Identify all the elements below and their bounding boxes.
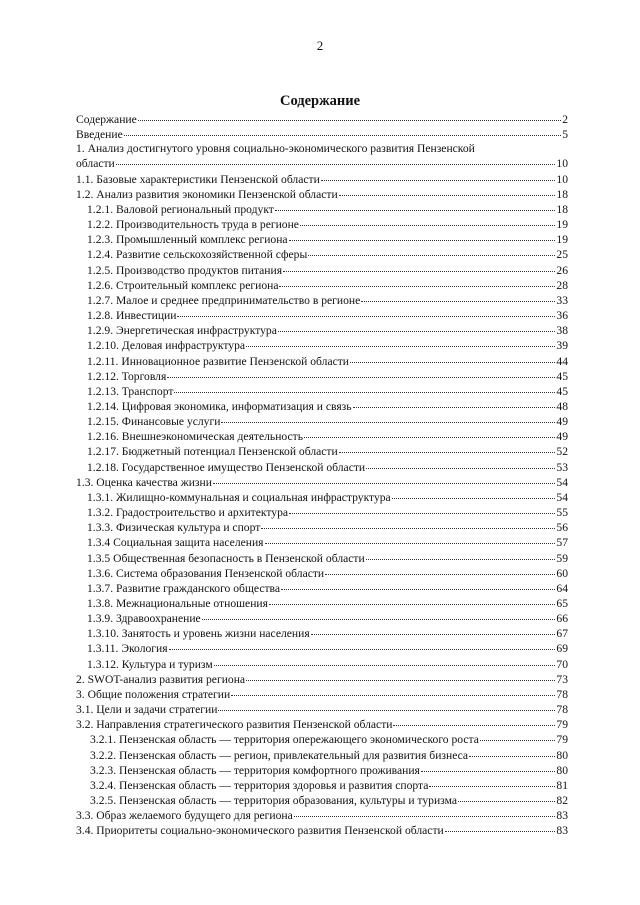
toc-entry-page: 25 — [556, 248, 568, 262]
toc-entry-text: 1.2.8. Инвестиции — [87, 309, 177, 323]
toc-entry[interactable] — [76, 520, 568, 535]
toc-entry-page: 64 — [556, 581, 568, 595]
dot-leader — [169, 641, 556, 650]
dot-leader — [138, 112, 561, 121]
toc-entry-page: 36 — [556, 309, 568, 323]
toc-entry-text: 1.3.4 Социальная защита населения — [87, 536, 264, 550]
dot-leader — [283, 263, 555, 272]
toc-entry[interactable] — [76, 112, 568, 127]
toc-entry[interactable] — [76, 399, 568, 414]
toc-entry-page: 69 — [556, 642, 568, 656]
toc-entry[interactable] — [76, 732, 568, 747]
dot-leader — [366, 460, 555, 469]
toc-entry[interactable] — [76, 641, 568, 656]
toc-entry[interactable] — [76, 338, 568, 353]
toc-entry-text: Введение — [76, 128, 123, 142]
toc-entry-page: 54 — [556, 490, 568, 504]
dot-leader — [304, 429, 555, 438]
toc-entry-text: 3. Общие положения стратегии — [76, 687, 231, 701]
toc-entry[interactable] — [76, 369, 568, 384]
toc-entry[interactable] — [76, 323, 568, 338]
toc-entry[interactable] — [76, 475, 568, 490]
toc-entry-page: 2 — [562, 113, 568, 126]
dot-leader — [392, 490, 556, 499]
toc-entry-text: 1.1. Базовые характеристики Пензенской области — [76, 172, 320, 186]
toc-entry-text: области — [76, 157, 115, 171]
dot-leader — [445, 823, 556, 832]
dot-leader — [246, 672, 555, 681]
dot-leader — [480, 732, 556, 741]
dot-leader — [275, 202, 556, 211]
toc-entry-page: 70 — [556, 657, 568, 671]
toc-entry-page: 19 — [556, 218, 568, 232]
toc-entry-text: 1.3.8. Межнациональные отношения — [87, 597, 268, 610]
toc-entry[interactable] — [76, 808, 568, 823]
dot-leader — [167, 369, 555, 378]
toc-entry-page: 18 — [556, 202, 568, 216]
toc-entry-page: 67 — [556, 627, 568, 641]
toc-entry-text: 1.2.4. Развитие сельскохозяйственной сферы — [87, 248, 308, 262]
toc-entry-text: 1.2.17. Бюджетный потенциал Пензенской области — [87, 445, 338, 459]
toc-entry-page: 10 — [556, 172, 568, 186]
dot-leader — [214, 657, 556, 666]
toc-entry-text: 3.2.1. Пензенская область — территория опережающего экономического роста — [90, 733, 479, 747]
toc-entry-page: 83 — [556, 824, 568, 838]
dot-leader — [325, 566, 555, 575]
toc-entry-text: 3.2.2. Пензенская область — регион, привлекательный для развития бизнеса — [90, 748, 469, 762]
toc-entry[interactable] — [76, 444, 568, 459]
toc-entry-page: 79 — [556, 718, 568, 732]
toc-entry[interactable] — [76, 278, 568, 293]
toc-entry-text: 3.1. Цели и задачи стратегии — [76, 703, 218, 717]
toc-entry-page: 26 — [556, 263, 568, 277]
toc-entry[interactable] — [76, 172, 568, 187]
toc-entry-text: 1.2.7. Малое и среднее предпринимательство в регионе — [87, 293, 361, 307]
toc-entry-page: 82 — [556, 794, 568, 808]
toc-entry[interactable] — [76, 672, 568, 687]
dot-leader — [458, 793, 555, 802]
toc-entry-text: 1.2.14. Цифровая экономика, информатизация и связь — [87, 399, 352, 413]
toc-entry[interactable] — [76, 748, 568, 763]
toc-entry-page: 19 — [556, 233, 568, 247]
toc-entry-text: 1.3.10. Занятость и уровень жизни населения — [87, 627, 310, 641]
toc-entry[interactable] — [76, 566, 568, 581]
toc-entry[interactable] — [76, 414, 568, 429]
toc-entry[interactable] — [76, 384, 568, 399]
toc-entry-text: 1.2.13. Транспорт — [87, 384, 174, 398]
toc-entry[interactable] — [76, 490, 568, 505]
toc-entry-text: 2. SWOT-анализ развития региона — [76, 672, 246, 686]
toc-entry[interactable] — [76, 232, 568, 247]
toc-entry-page: 10 — [556, 157, 568, 171]
toc-entry[interactable] — [76, 127, 568, 142]
toc-entry-page: 66 — [556, 612, 568, 626]
toc-entry-page: 5 — [562, 128, 568, 142]
toc-entry-text: 1.3.2. Градостроительство и архитектура — [87, 506, 289, 520]
toc-entry[interactable] — [76, 460, 568, 475]
toc-entry-page: 56 — [556, 521, 568, 535]
dot-leader — [213, 475, 556, 484]
toc-entry-page: 45 — [556, 384, 568, 398]
toc-entry-page: 81 — [556, 778, 568, 792]
toc-entry[interactable] — [76, 717, 568, 732]
dot-leader — [218, 702, 555, 711]
dot-leader — [281, 581, 555, 590]
dot-leader — [339, 187, 556, 196]
toc-entry-text: 1.3.7. Развитие гражданского общества — [87, 581, 280, 595]
dot-leader — [246, 338, 555, 347]
toc-entry[interactable] — [76, 293, 568, 308]
toc-entry-text: 1.2.12. Торговля — [87, 369, 167, 383]
toc-entry-page: 48 — [556, 399, 568, 413]
toc-entry[interactable] — [76, 778, 568, 793]
toc-entry-text: 3.2. Направления стратегического развития Пензенской области — [76, 718, 393, 732]
toc-entry[interactable] — [76, 626, 568, 641]
toc-entry-text: 1.2. Анализ развития экономики Пензенской области — [76, 187, 338, 201]
toc-entry-page: 78 — [556, 687, 568, 701]
toc-entry[interactable] — [76, 702, 568, 717]
dot-leader — [174, 384, 555, 393]
dot-leader — [116, 156, 556, 165]
toc-entry[interactable] — [76, 187, 568, 202]
toc-entry-text: 3.4. Приоритеты социально-экономического развития Пензенской области — [76, 824, 444, 838]
dot-leader — [269, 596, 555, 605]
toc-entry-text: 1.2.18. Государственное имущество Пензенской области — [87, 460, 366, 474]
dot-leader — [177, 308, 555, 317]
toc-entry[interactable] — [76, 429, 568, 444]
dot-leader — [202, 611, 556, 620]
dot-leader — [469, 748, 555, 757]
toc-entry-continuation[interactable] — [76, 156, 568, 171]
toc-entry-text: 1.3.5 Общественная безопасность в Пензенской области — [87, 551, 365, 565]
toc-entry[interactable] — [76, 581, 568, 596]
toc-entry-text: 1.2.9. Энергетическая инфраструктура — [87, 324, 277, 338]
dot-leader — [353, 399, 556, 408]
toc-entry-page: 52 — [556, 445, 568, 459]
toc-entry-page: 79 — [556, 733, 568, 747]
toc-entry[interactable] — [76, 308, 568, 323]
toc-entry[interactable] — [76, 354, 568, 369]
dot-leader — [321, 172, 556, 181]
dot-leader — [300, 217, 555, 226]
toc-entry-page: 33 — [556, 293, 568, 307]
toc-entry-page: 80 — [556, 748, 568, 762]
dot-leader — [278, 323, 556, 332]
toc-entry-text: 1.2.5. Производство продуктов питания — [87, 263, 283, 277]
toc-entry-page: 80 — [556, 763, 568, 777]
toc-entry-text: 1.2.15. Финансовые услуги — [87, 415, 221, 429]
toc-entry-page: 65 — [556, 597, 568, 610]
toc-list — [76, 112, 568, 839]
dot-leader — [289, 505, 555, 514]
toc-entry-page: 28 — [556, 278, 568, 292]
toc-entry-text: 1.2.2. Производительность труда в регионе — [87, 218, 299, 232]
dot-leader — [361, 293, 555, 302]
toc-entry-page: 39 — [556, 339, 568, 353]
toc-entry-page: 45 — [556, 369, 568, 383]
dot-leader — [393, 717, 555, 726]
toc-entry-page: 44 — [556, 354, 568, 368]
toc-entry-text: 3.2.3. Пензенская область — территория комфортного проживания — [90, 763, 420, 777]
toc-entry-text: 1.3.3. Физическая культура и спорт — [87, 521, 261, 535]
toc-entry-text: 1.2.3. Промышленный комплекс региона — [87, 233, 288, 247]
toc-entry-page: 49 — [556, 415, 568, 429]
toc-entry-page: 60 — [556, 566, 568, 580]
toc-entry-page: 18 — [556, 187, 568, 201]
dot-leader — [279, 278, 555, 287]
toc-entry-text: 1.2.10. Деловая инфраструктура — [87, 339, 246, 353]
dot-leader — [294, 808, 556, 817]
toc-entry[interactable] — [76, 202, 568, 217]
toc-entry-page: 54 — [556, 475, 568, 489]
toc-entry-text: 1.3.1. Жилищно-коммунальная и социальная инфраструктура — [87, 490, 391, 504]
toc-entry-text: 1.3.12. Культура и туризм — [87, 657, 213, 671]
toc-entry-text: Содержание — [76, 113, 137, 126]
toc-entry[interactable] — [76, 247, 568, 262]
toc-entry-page: 53 — [556, 460, 568, 474]
toc-entry-page: 59 — [556, 551, 568, 565]
toc-entry[interactable] — [76, 596, 568, 611]
dot-leader — [421, 763, 556, 772]
dot-leader — [339, 444, 556, 453]
toc-entry-text: 1.2.1. Валовой региональный продукт — [87, 202, 274, 216]
toc-entry-text: 1.2.16. Внешнеэкономическая деятельность — [87, 430, 303, 444]
toc-entry-text: 1.2.11. Инновационное развитие Пензенской области — [87, 354, 350, 368]
dot-leader — [261, 520, 555, 529]
toc-entry[interactable] — [76, 763, 568, 778]
toc-entry[interactable] — [76, 793, 568, 808]
dot-leader — [311, 626, 556, 635]
toc-entry-text: 1.3.6. Система образования Пензенской области — [87, 566, 325, 580]
dot-leader — [308, 247, 555, 256]
toc-entry-page: 78 — [556, 703, 568, 717]
toc-entry-page: 73 — [556, 672, 568, 686]
toc-entry-page: 83 — [556, 809, 568, 823]
toc-entry-text: 1.3.9. Здравоохранение — [87, 612, 201, 626]
toc-entry[interactable] — [76, 823, 568, 838]
toc-entry[interactable] — [76, 535, 568, 550]
dot-leader — [429, 778, 555, 787]
dot-leader — [366, 551, 556, 560]
toc-entry[interactable] — [76, 657, 568, 672]
toc-entry-page: 49 — [556, 430, 568, 444]
page-number: 2 — [316, 38, 324, 53]
toc-entry[interactable] — [76, 551, 568, 566]
dot-leader — [124, 127, 561, 136]
dot-leader — [221, 414, 555, 423]
dot-leader — [289, 232, 556, 241]
toc-entry-text: 3.2.4. Пензенская область — территория здоровья и развития спорта — [90, 778, 429, 792]
toc-entry[interactable] — [76, 687, 568, 702]
toc-entry[interactable] — [76, 505, 568, 520]
dot-leader — [350, 354, 555, 363]
toc-entry-page: 55 — [556, 506, 568, 520]
toc-entry-text: 3.2.5. Пензенская область — территория образования, культуры и туризма — [90, 794, 457, 808]
toc-entry-page: 38 — [556, 324, 568, 338]
toc-entry[interactable] — [76, 263, 568, 278]
toc-title: Содержание — [279, 93, 361, 109]
dot-leader — [231, 687, 555, 696]
toc-entry[interactable] — [76, 142, 568, 156]
toc-entry[interactable] — [76, 611, 568, 626]
toc-entry[interactable] — [76, 217, 568, 232]
toc-entry-page: 57 — [556, 536, 568, 550]
toc-entry-text: 1. Анализ достигнутого уровня социально-экономического развития Пензенской — [76, 142, 475, 156]
dot-leader — [265, 535, 556, 544]
toc-entry-text: 1.3. Оценка качества жизни — [76, 475, 212, 489]
toc-entry-text: 1.3.11. Экология — [87, 642, 168, 656]
toc-entry-text: 3.3. Образ желаемого будущего для региона — [76, 809, 293, 823]
toc-entry-text: 1.2.6. Строительный комплекс региона — [87, 278, 279, 292]
